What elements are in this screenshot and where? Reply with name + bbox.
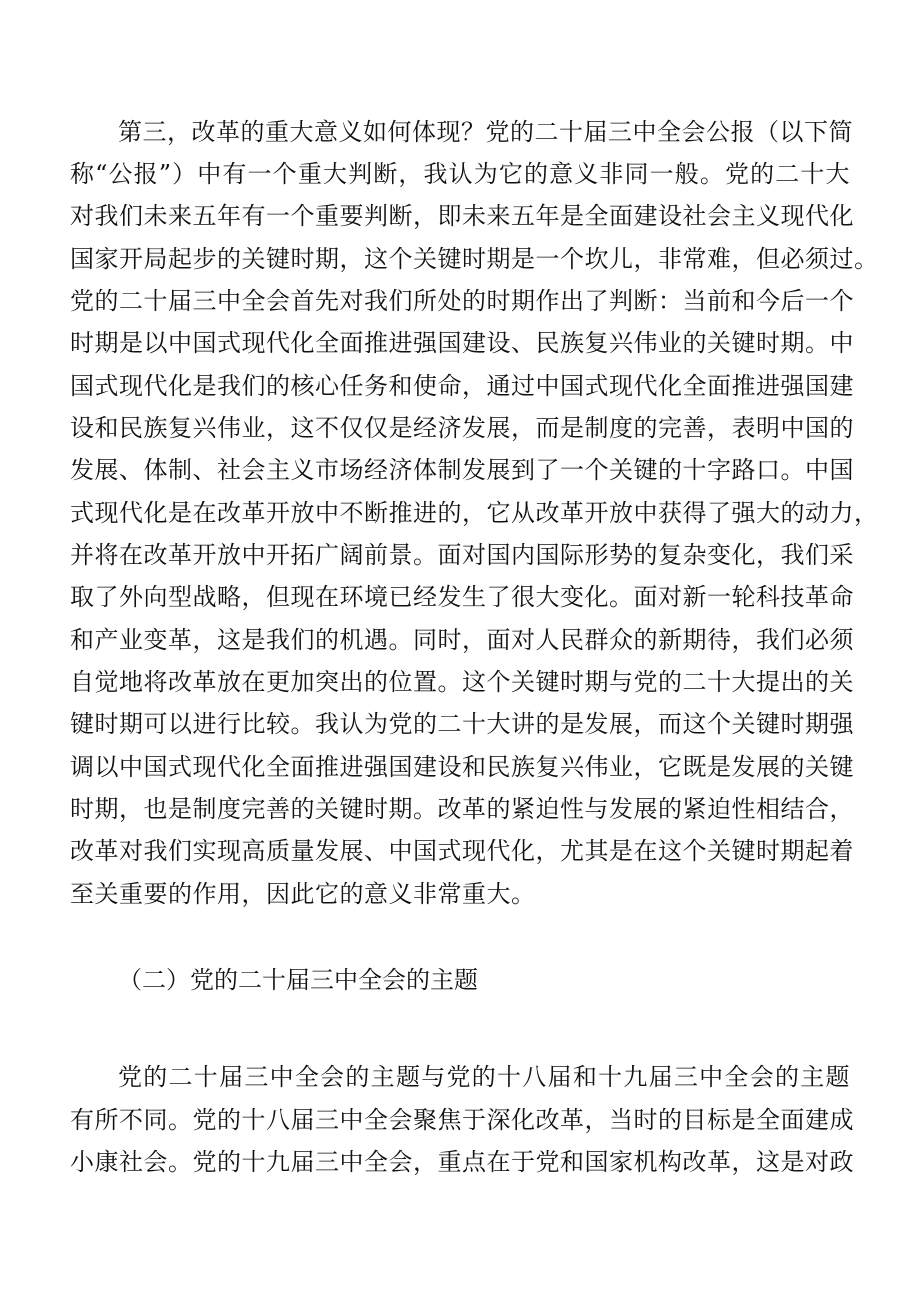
paragraph-line: 时期，也是制度完善的关键时期。改革的紧迫性与发展的紧迫性相结合， <box>70 795 854 823</box>
paragraph-line: 键时期可以进行比较。我认为党的二十大讲的是发展，而这个关键时期强 <box>70 710 854 738</box>
paragraph-line: 党的二十届三中全会首先对我们所处的时期作出了判断：当前和今后一个 <box>70 287 854 315</box>
section-heading: （二）党的二十届三中全会的主题 <box>118 966 478 994</box>
paragraph-line: 至关重要的作用，因此它的意义非常重大。 <box>70 880 536 908</box>
paragraph-line: 称“公报”）中有一个重大判断，我认为它的意义非同一般。党的二十大 <box>70 160 850 188</box>
paragraph-line: 有所不同。党的十八届三中全会聚焦于深化改革，当时的目标是全面建成 <box>70 1106 854 1134</box>
paragraph-line: 国式现代化是我们的核心任务和使命，通过中国式现代化全面推进强国建 <box>70 372 854 400</box>
paragraph-line: 时期是以中国式现代化全面推进强国建设、民族复兴伟业的关键时期。中 <box>70 329 854 357</box>
paragraph-line: 对我们未来五年有一个重要判断，即未来五年是全面建设社会主义现代化 <box>70 202 854 230</box>
paragraph-line: 自觉地将改革放在更加突出的位置。这个关键时期与党的二十大提出的关 <box>70 668 854 696</box>
paragraph-line: 国家开局起步的关键时期，这个关键时期是一个坎儿，非常难，但必须过。 <box>70 245 879 273</box>
paragraph-line: 党的二十届三中全会的主题与党的十八届和十九届三中全会的主题 <box>118 1063 850 1091</box>
paragraph-line: 式现代化是在改革开放中不断推进的，它从改革开放中获得了强大的动力， <box>70 499 879 527</box>
paragraph-line: 和产业变革，这是我们的机遇。同时，面对人民群众的新期待，我们必须 <box>70 626 854 654</box>
paragraph-line: 并将在改革开放中开拓广阔前景。面对国内国际形势的复杂变化，我们采 <box>70 541 854 569</box>
paragraph-line: 调以中国式现代化全面推进强国建设和民族复兴伟业，它既是发展的关键 <box>70 753 854 781</box>
paragraph-line: 取了外向型战略，但现在环境已经发生了很大变化。面对新一轮科技革命 <box>70 583 854 611</box>
paragraph-line: 设和民族复兴伟业，这不仅仅是经济发展，而是制度的完善，表明中国的 <box>70 414 854 442</box>
paragraph-line: 小康社会。党的十九届三中全会，重点在于党和国家机构改革，这是对政 <box>70 1148 854 1176</box>
paragraph-line: 改革对我们实现高质量发展、中国式现代化，尤其是在这个关键时期起着 <box>70 837 854 865</box>
paragraph-line: 发展、体制、社会主义市场经济体制发展到了一个关键的十字路口。中国 <box>70 456 854 484</box>
paragraph-line: 第三，改革的重大意义如何体现？党的二十届三中全会公报（以下简 <box>118 118 853 146</box>
